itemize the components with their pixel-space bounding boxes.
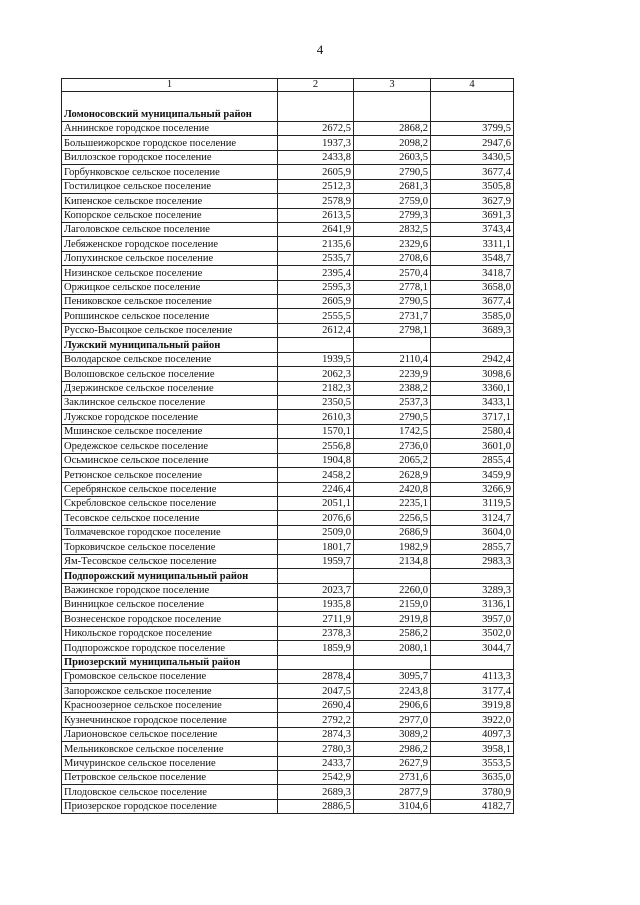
settlement-name: Оржицкое сельское поселение [62, 280, 278, 294]
settlement-name: Важинское городское поселение [62, 583, 278, 597]
table-header-row [62, 79, 514, 92]
value-cell: 3177,4 [431, 684, 514, 698]
table-row [62, 612, 514, 626]
value-cell: 2986,2 [354, 742, 431, 756]
settlement-name: Никольское городское поселение [62, 626, 278, 640]
value-cell: 2780,3 [278, 742, 354, 756]
empty-cell [278, 92, 354, 122]
table-row [62, 540, 514, 554]
settlement-name: Скребловское сельское поселение [62, 496, 278, 510]
settlement-name: Русско-Высоцкое сельское поселение [62, 323, 278, 337]
value-cell: 3919,8 [431, 698, 514, 712]
empty-cell [431, 655, 514, 669]
column-header: 2 [278, 79, 354, 92]
settlement-name: Большеижорское городское поселение [62, 136, 278, 150]
settlement-name: Ропшинское сельское поселение [62, 309, 278, 323]
district-name: Подпорожский муниципальный район [62, 569, 278, 583]
value-cell: 2855,4 [431, 453, 514, 467]
table-row [62, 280, 514, 294]
value-cell: 3430,5 [431, 150, 514, 164]
settlement-name: Винницкое сельское поселение [62, 597, 278, 611]
district-header-row [62, 655, 514, 669]
settlement-name: Ям-Тесовское сельское поселение [62, 554, 278, 568]
value-cell: 2065,2 [354, 453, 431, 467]
settlement-name: Торковичское сельское поселение [62, 540, 278, 554]
value-cell: 3360,1 [431, 381, 514, 395]
value-cell: 2868,2 [354, 122, 431, 136]
value-cell: 2182,3 [278, 381, 354, 395]
empty-cell [354, 92, 431, 122]
settlement-name: Плодовское сельское поселение [62, 785, 278, 799]
value-cell: 2641,9 [278, 222, 354, 236]
value-cell: 2605,9 [278, 165, 354, 179]
value-cell: 2433,7 [278, 756, 354, 770]
value-cell: 2350,5 [278, 396, 354, 410]
value-cell: 2919,8 [354, 612, 431, 626]
column-header: 4 [431, 79, 514, 92]
table-row [62, 727, 514, 741]
district-name: Лужский муниципальный район [62, 338, 278, 352]
settlement-name: Кузнечнинское городское поселение [62, 713, 278, 727]
value-cell: 2790,5 [354, 165, 431, 179]
value-cell: 4097,3 [431, 727, 514, 741]
value-cell: 1801,7 [278, 540, 354, 554]
table-row [62, 352, 514, 366]
settlement-name: Мельниковское сельское поселение [62, 742, 278, 756]
value-cell: 2047,5 [278, 684, 354, 698]
table-row [62, 194, 514, 208]
value-cell: 3502,0 [431, 626, 514, 640]
district-name: Приозерский муниципальный район [62, 655, 278, 669]
value-cell: 2433,8 [278, 150, 354, 164]
settlement-name: Толмачевское городское поселение [62, 525, 278, 539]
table-row [62, 439, 514, 453]
value-cell: 3505,8 [431, 179, 514, 193]
value-cell: 4182,7 [431, 799, 514, 813]
value-cell: 3627,9 [431, 194, 514, 208]
value-cell: 2246,4 [278, 482, 354, 496]
table-body [62, 79, 514, 814]
value-cell: 3044,7 [431, 641, 514, 655]
settlement-name: Мичуринское сельское поселение [62, 756, 278, 770]
empty-cell [354, 655, 431, 669]
value-cell: 3601,0 [431, 439, 514, 453]
value-cell: 2790,5 [354, 410, 431, 424]
settlement-name: Заклинское сельское поселение [62, 396, 278, 410]
value-cell: 3136,1 [431, 597, 514, 611]
value-cell: 2798,1 [354, 323, 431, 337]
table-row [62, 122, 514, 136]
table-row [62, 367, 514, 381]
table-row [62, 453, 514, 467]
value-cell: 3780,9 [431, 785, 514, 799]
value-cell: 3266,9 [431, 482, 514, 496]
table-row [62, 799, 514, 813]
table-row [62, 266, 514, 280]
settlement-name: Лужское городское поселение [62, 410, 278, 424]
value-cell: 3717,1 [431, 410, 514, 424]
value-cell: 2239,9 [354, 367, 431, 381]
value-cell: 2686,9 [354, 525, 431, 539]
value-cell: 2556,8 [278, 439, 354, 453]
settlement-name: Виллозское городское поселение [62, 150, 278, 164]
value-cell: 2420,8 [354, 482, 431, 496]
value-cell: 1935,8 [278, 597, 354, 611]
table-row [62, 626, 514, 640]
table-row [62, 496, 514, 510]
settlement-name: Тесовское сельское поселение [62, 511, 278, 525]
settlement-name: Серебрянское сельское поселение [62, 482, 278, 496]
table-row [62, 295, 514, 309]
settlement-name: Красноозерное сельское поселение [62, 698, 278, 712]
value-cell: 3585,0 [431, 309, 514, 323]
table-row [62, 597, 514, 611]
value-cell: 2080,1 [354, 641, 431, 655]
value-cell: 2235,1 [354, 496, 431, 510]
table-row [62, 208, 514, 222]
value-cell: 2586,2 [354, 626, 431, 640]
settlement-name: Гостилицкое сельское поселение [62, 179, 278, 193]
value-cell: 2736,0 [354, 439, 431, 453]
settlement-name: Лаголовское сельское поселение [62, 222, 278, 236]
settlement-name: Дзержинское сельское поселение [62, 381, 278, 395]
table-row [62, 424, 514, 438]
value-cell: 2610,3 [278, 410, 354, 424]
table-row [62, 641, 514, 655]
settlement-name: Оредежское сельское поселение [62, 439, 278, 453]
value-cell: 2731,6 [354, 770, 431, 784]
value-cell: 2832,5 [354, 222, 431, 236]
value-cell: 2388,2 [354, 381, 431, 395]
table-row [62, 165, 514, 179]
value-cell: 2708,6 [354, 251, 431, 265]
settlement-name: Лопухинское сельское поселение [62, 251, 278, 265]
value-cell: 2580,4 [431, 424, 514, 438]
table-row [62, 583, 514, 597]
value-cell: 3119,5 [431, 496, 514, 510]
table-row [62, 309, 514, 323]
table-row [62, 670, 514, 684]
empty-cell [354, 338, 431, 352]
settlement-name: Ларионовское сельское поселение [62, 727, 278, 741]
empty-cell [278, 655, 354, 669]
value-cell: 3691,3 [431, 208, 514, 222]
table-row [62, 251, 514, 265]
value-cell: 3689,3 [431, 323, 514, 337]
value-cell: 2778,1 [354, 280, 431, 294]
table-row [62, 525, 514, 539]
table-row [62, 554, 514, 568]
value-cell: 2672,5 [278, 122, 354, 136]
value-cell: 2555,5 [278, 309, 354, 323]
value-cell: 2542,9 [278, 770, 354, 784]
settlement-name: Приозерское городское поселение [62, 799, 278, 813]
settlement-name: Ретюнское сельское поселение [62, 468, 278, 482]
value-cell: 2878,4 [278, 670, 354, 684]
table-row [62, 742, 514, 756]
value-cell: 2537,3 [354, 396, 431, 410]
value-cell: 2062,3 [278, 367, 354, 381]
column-header: 3 [354, 79, 431, 92]
table-row [62, 511, 514, 525]
settlement-name: Осьминское сельское поселение [62, 453, 278, 467]
value-cell: 2260,0 [354, 583, 431, 597]
value-cell: 1904,8 [278, 453, 354, 467]
settlement-name: Подпорожское городское поселение [62, 641, 278, 655]
value-cell: 2243,8 [354, 684, 431, 698]
value-cell: 2509,0 [278, 525, 354, 539]
empty-cell [278, 569, 354, 583]
table-row [62, 323, 514, 337]
settlement-name: Пениковское сельское поселение [62, 295, 278, 309]
value-cell: 3743,4 [431, 222, 514, 236]
value-cell: 1859,9 [278, 641, 354, 655]
settlement-name: Запорожское сельское поселение [62, 684, 278, 698]
value-cell: 2329,6 [354, 237, 431, 251]
value-cell: 3433,1 [431, 396, 514, 410]
value-cell: 3124,7 [431, 511, 514, 525]
district-name: Ломоносовский муниципальный район [62, 92, 278, 122]
value-cell: 2877,9 [354, 785, 431, 799]
settlement-name: Волошовское сельское поселение [62, 367, 278, 381]
value-cell: 2023,7 [278, 583, 354, 597]
value-cell: 2256,5 [354, 511, 431, 525]
value-cell: 2535,7 [278, 251, 354, 265]
value-cell: 2681,3 [354, 179, 431, 193]
table-row [62, 468, 514, 482]
value-cell: 2983,3 [431, 554, 514, 568]
value-cell: 2886,5 [278, 799, 354, 813]
table-row [62, 396, 514, 410]
value-cell: 2378,3 [278, 626, 354, 640]
value-cell: 2135,6 [278, 237, 354, 251]
value-cell: 2792,2 [278, 713, 354, 727]
empty-cell [354, 569, 431, 583]
table-row [62, 150, 514, 164]
value-cell: 3604,0 [431, 525, 514, 539]
value-cell: 2689,3 [278, 785, 354, 799]
value-cell: 1937,3 [278, 136, 354, 150]
value-cell: 3459,9 [431, 468, 514, 482]
column-header: 1 [62, 79, 278, 92]
value-cell: 3548,7 [431, 251, 514, 265]
value-cell: 2395,4 [278, 266, 354, 280]
empty-cell [431, 338, 514, 352]
value-cell: 2110,4 [354, 352, 431, 366]
value-cell: 3958,1 [431, 742, 514, 756]
value-cell: 2612,4 [278, 323, 354, 337]
settlement-name: Горбунковское сельское поселение [62, 165, 278, 179]
settlement-name: Лебяженское городское поселение [62, 237, 278, 251]
value-cell: 3289,3 [431, 583, 514, 597]
value-cell: 3658,0 [431, 280, 514, 294]
value-cell: 2711,9 [278, 612, 354, 626]
settlement-name: Петровское сельское поселение [62, 770, 278, 784]
value-cell: 2098,2 [354, 136, 431, 150]
table-row [62, 410, 514, 424]
value-cell: 2977,0 [354, 713, 431, 727]
value-cell: 3098,6 [431, 367, 514, 381]
value-cell: 1939,5 [278, 352, 354, 366]
value-cell: 1982,9 [354, 540, 431, 554]
value-cell: 2458,2 [278, 468, 354, 482]
value-cell: 2613,5 [278, 208, 354, 222]
value-cell: 2942,4 [431, 352, 514, 366]
table-row [62, 684, 514, 698]
table-row [62, 136, 514, 150]
value-cell: 3677,4 [431, 295, 514, 309]
value-cell: 2874,3 [278, 727, 354, 741]
value-cell: 3095,7 [354, 670, 431, 684]
value-cell: 3553,5 [431, 756, 514, 770]
settlement-name: Вознесенское городское поселение [62, 612, 278, 626]
value-cell: 2051,1 [278, 496, 354, 510]
table-row [62, 698, 514, 712]
value-cell: 3922,0 [431, 713, 514, 727]
value-cell: 2605,9 [278, 295, 354, 309]
table-row [62, 713, 514, 727]
settlement-name: Кипенское сельское поселение [62, 194, 278, 208]
value-cell: 2790,5 [354, 295, 431, 309]
value-cell: 3635,0 [431, 770, 514, 784]
empty-cell [431, 569, 514, 583]
value-cell: 2906,6 [354, 698, 431, 712]
value-cell: 2159,0 [354, 597, 431, 611]
value-cell: 2603,5 [354, 150, 431, 164]
table-row [62, 179, 514, 193]
value-cell: 1570,1 [278, 424, 354, 438]
value-cell: 3104,6 [354, 799, 431, 813]
value-cell: 3799,5 [431, 122, 514, 136]
district-header-row [62, 338, 514, 352]
value-cell: 2134,8 [354, 554, 431, 568]
settlement-name: Низинское сельское поселение [62, 266, 278, 280]
table-row [62, 381, 514, 395]
value-cell: 1742,5 [354, 424, 431, 438]
value-cell: 2799,3 [354, 208, 431, 222]
value-cell: 2855,7 [431, 540, 514, 554]
district-header-row [62, 92, 514, 122]
settlement-name: Аннинское городское поселение [62, 122, 278, 136]
value-cell: 3089,2 [354, 727, 431, 741]
empty-cell [431, 92, 514, 122]
value-cell: 2759,0 [354, 194, 431, 208]
settlement-name: Володарское сельское поселение [62, 352, 278, 366]
settlement-name: Громовское сельское поселение [62, 670, 278, 684]
value-cell: 3418,7 [431, 266, 514, 280]
value-cell: 2690,4 [278, 698, 354, 712]
value-cell: 2731,7 [354, 309, 431, 323]
settlement-name: Мшинское сельское поселение [62, 424, 278, 438]
value-cell: 2076,6 [278, 511, 354, 525]
empty-cell [278, 338, 354, 352]
table-row [62, 785, 514, 799]
data-table [61, 78, 514, 814]
settlement-name: Копорское сельское поселение [62, 208, 278, 222]
table-row [62, 237, 514, 251]
value-cell: 3677,4 [431, 165, 514, 179]
value-cell: 2570,4 [354, 266, 431, 280]
page-number: 4 [316, 42, 324, 57]
value-cell: 2578,9 [278, 194, 354, 208]
value-cell: 2628,9 [354, 468, 431, 482]
value-cell: 2595,3 [278, 280, 354, 294]
district-header-row [62, 569, 514, 583]
value-cell: 2947,6 [431, 136, 514, 150]
table-row [62, 222, 514, 236]
table-row [62, 770, 514, 784]
value-cell: 3957,0 [431, 612, 514, 626]
value-cell: 2512,3 [278, 179, 354, 193]
table-row [62, 756, 514, 770]
table-row [62, 482, 514, 496]
value-cell: 3311,1 [431, 237, 514, 251]
value-cell: 1959,7 [278, 554, 354, 568]
value-cell: 4113,3 [431, 670, 514, 684]
value-cell: 2627,9 [354, 756, 431, 770]
